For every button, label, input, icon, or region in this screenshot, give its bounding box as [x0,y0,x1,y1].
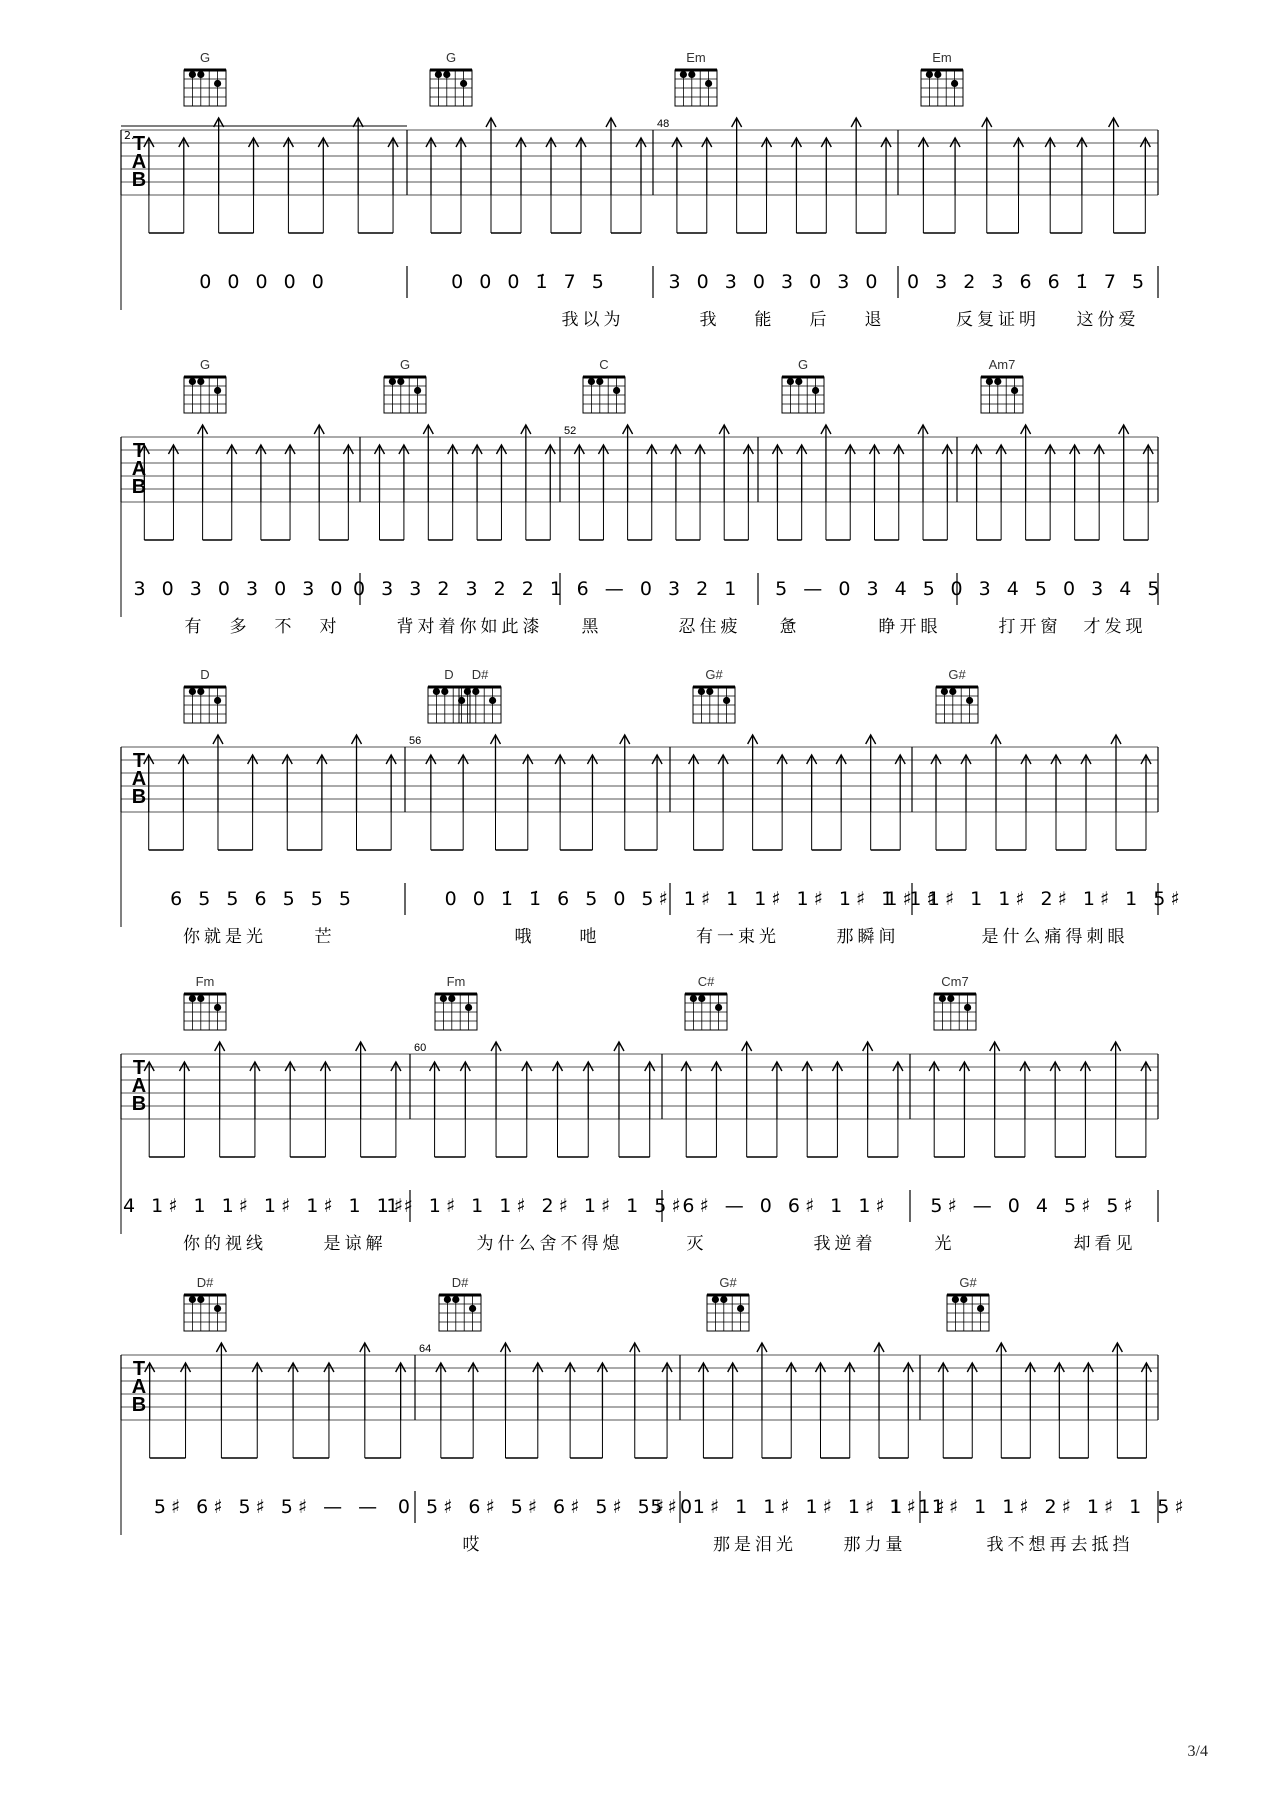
finger-dot [197,1296,204,1303]
finger-dot [435,71,442,78]
bar-number: 52 [564,425,577,437]
finger-dot [712,1296,719,1303]
chord-name: G# [719,1275,737,1290]
jianpu-notes: 0 5♯ 6♯ 5♯ 6♯ 5♯ 5♯ 0 [397,1496,698,1518]
lyric: 退 [864,310,886,330]
lyric: 我 [699,310,721,330]
finger-dot [680,71,687,78]
lyric: 你就是光 [183,927,267,947]
lyric: 为什么舍不得熄 [476,1234,624,1254]
finger-dot [189,688,196,695]
finger-dot [443,71,450,78]
finger-dot [189,1296,196,1303]
finger-dot [966,697,973,704]
finger-dot [489,697,496,704]
chord-name: C [599,357,609,372]
jianpu-notes: 4 1♯ 1 1♯ 1♯ 1♯ 1 1♯ [123,1195,408,1217]
lyric: 芒 [314,927,336,947]
finger-dot [977,1305,984,1312]
finger-dot [986,378,993,385]
finger-dot [723,697,730,704]
finger-dot [433,688,440,695]
finger-dot [926,71,933,78]
finger-dot [197,71,204,78]
finger-dot [720,1296,727,1303]
chord-name: G [199,50,211,65]
jianpu-notes: 1♯ 1♯ 1 1♯ 2♯ 1♯ 1 5♯ [889,1496,1189,1518]
finger-dot [960,1296,967,1303]
chord-name: Am7 [988,357,1016,372]
tab-system [121,974,1158,1254]
finger-dot [715,1004,722,1011]
lyric: 那瞬间 [836,927,900,947]
finger-dot [934,71,941,78]
lyric: 才发现 [1083,617,1147,637]
finger-dot [947,995,954,1002]
lyric: 吔 [579,927,601,947]
lyric: 对 [319,617,341,637]
finger-dot [951,80,958,87]
tab-system [121,1275,1189,1555]
jianpu-notes: 3 0 3 0 3 0 3 0 [668,271,883,293]
lyric: 打开窗 [998,617,1062,637]
finger-dot [452,1296,459,1303]
bar-number: 48 [657,118,670,130]
lyric: 我以为 [561,310,625,330]
page-number: 3/4 [1187,1743,1208,1760]
chord-name: G# [948,667,966,682]
tab-clef-letter: B [131,1093,147,1115]
chord-name: Cm7 [941,974,969,989]
finger-dot [688,71,695,78]
jianpu-notes: 0 0 0 1̇ 7 5 [451,271,609,293]
jianpu-notes: 5♯ — 0 4 5♯ 5♯ [930,1195,1138,1217]
bar-number: 64 [419,1343,432,1355]
chord-name: G [445,50,457,65]
bar-number: 60 [414,1042,427,1054]
finger-dot [444,1296,451,1303]
tab-clef-letter: A [131,1376,147,1398]
jianpu-notes: 5♯ 1♯ 1 1♯ 1♯ 1♯ 1 1♯ [641,888,941,910]
chord-name: G [199,357,211,372]
tab-clef-letter: A [131,458,147,480]
jianpu-notes: 0 3 3 2 3 2 2 1 [353,578,567,600]
chord-name: Em [932,50,952,65]
finger-dot [197,378,204,385]
finger-dot [737,1305,744,1312]
chord-name: D# [451,1275,469,1290]
chord-name: G [797,357,809,372]
finger-dot [441,688,448,695]
lyric: 睁开眼 [878,617,942,637]
jianpu-notes: 0 0 1̇ 1̇ 6 5 0 [444,888,631,910]
chord-name: Em [686,50,706,65]
lyric: 那是泪光 [713,1535,797,1555]
lyric: 这份爱 [1076,310,1140,330]
lyric: 忍住疲 [678,617,742,637]
lyric: 有 [184,617,206,637]
tab-clef-letter: T [132,1057,146,1079]
finger-dot [389,378,396,385]
jianpu-notes: 5 — 0 3 4 5 [775,578,940,600]
finger-dot [941,688,948,695]
tab-clef-letter: T [132,440,146,462]
lyric: 反复证明 [956,310,1040,330]
tab-clef-letter: B [131,169,147,191]
lyric: 你的视线 [183,1234,267,1254]
finger-dot [197,688,204,695]
finger-dot [214,387,221,394]
tab-clef-letter: T [132,1358,146,1380]
lyric: 不 [274,617,296,637]
bar-number: 56 [409,735,422,747]
finger-dot [949,688,956,695]
lyric: 我不想再去抵挡 [986,1535,1134,1555]
chord-name: G [399,357,411,372]
tab-clef-letter: B [131,476,147,498]
lyric: 是谅解 [323,1234,387,1254]
finger-dot [214,1004,221,1011]
lyric: 哦 [514,927,536,947]
finger-dot [440,995,447,1002]
finger-dot [596,378,603,385]
finger-dot [787,378,794,385]
finger-dot [952,1296,959,1303]
lyric: 多 [229,617,251,637]
chord-name: G# [959,1275,977,1290]
chord-name: D [200,667,210,682]
finger-dot [795,378,802,385]
tab-clef-letter: T [132,133,146,155]
lyric: 是什么痛得刺眼 [981,927,1129,947]
jianpu-notes: 1♯ 1♯ 1 1♯ 2♯ 1♯ 1 5♯ [386,1195,686,1217]
finger-dot [448,995,455,1002]
finger-dot [214,80,221,87]
jianpu-notes: 3 0 3 0 3 0 3 0 [133,578,348,600]
jianpu-notes: 5♯ 6♯ 5♯ 5♯ — — [153,1496,383,1518]
jianpu-notes: 6 5 5 6 5 5 5 [170,888,356,910]
finger-dot [812,387,819,394]
tab-system [121,667,1185,947]
finger-dot [706,688,713,695]
finger-dot [414,387,421,394]
finger-dot [197,995,204,1002]
lyric: 惫 [779,617,801,637]
chord-name: Fm [446,974,466,989]
tab-clef-letter: B [131,786,147,808]
chord-name: D# [471,667,489,682]
jianpu-notes: 6 — 0 3 2 1 [576,578,742,600]
finger-dot [994,378,1001,385]
finger-dot [189,378,196,385]
tab-system [121,357,1164,637]
chord-name: G# [705,667,723,682]
finger-dot [588,378,595,385]
lyric: 有一束光 [696,927,780,947]
finger-dot [397,378,404,385]
finger-dot [613,387,620,394]
finger-dot [189,71,196,78]
lyric: 却看见 [1073,1234,1137,1254]
finger-dot [1011,387,1018,394]
lyric: 哎 [462,1535,484,1555]
finger-dot [214,697,221,704]
finger-dot [964,1004,971,1011]
jianpu-notes: 0 3 4 5 0 3 4 5 [950,578,1165,600]
finger-dot [469,1305,476,1312]
tab-clef-letter: T [132,750,146,772]
finger-dot [472,688,479,695]
finger-dot [939,995,946,1002]
jianpu-notes: 6♯ — 0 6♯ 1 1♯ [682,1195,890,1217]
jianpu-notes: 1♯ 1♯ 1 1♯ 2♯ 1♯ 1 5♯ [885,888,1185,910]
chord-name: D# [196,1275,214,1290]
chord-name: Fm [195,974,215,989]
finger-dot [705,80,712,87]
volta-label: 2. [124,129,135,142]
finger-dot [189,995,196,1002]
finger-dot [690,995,697,1002]
finger-dot [465,1004,472,1011]
lyric: 黑 [581,617,603,637]
chord-name: D [444,667,454,682]
lyric: 光 [934,1234,956,1254]
lyric: 灭 [686,1234,708,1254]
lyric: 那力量 [843,1535,907,1555]
lyric: 能 [754,310,776,330]
jianpu-notes: 0 0 0 0 0 [199,271,329,293]
chord-name: C# [697,974,715,989]
finger-dot [698,995,705,1002]
tab-clef-letter: A [131,1075,147,1097]
finger-dot [460,80,467,87]
finger-dot [214,1305,221,1312]
tab-clef-letter: A [131,151,147,173]
jianpu-notes: 5♯ 1♯ 1 1♯ 1♯ 1♯ 1 1♯ [650,1496,950,1518]
lyric: 我逆着 [813,1234,877,1254]
finger-dot [464,688,471,695]
finger-dot [698,688,705,695]
tab-system [121,50,1158,330]
tab-clef-letter: B [131,1394,147,1416]
jianpu-notes: 0 3 2 3 6 6 1̇ 7 5 [906,271,1150,293]
tab-clef-letter: A [131,768,147,790]
lyric: 背对着你如此漆 [396,617,544,637]
lyric: 后 [809,310,831,330]
